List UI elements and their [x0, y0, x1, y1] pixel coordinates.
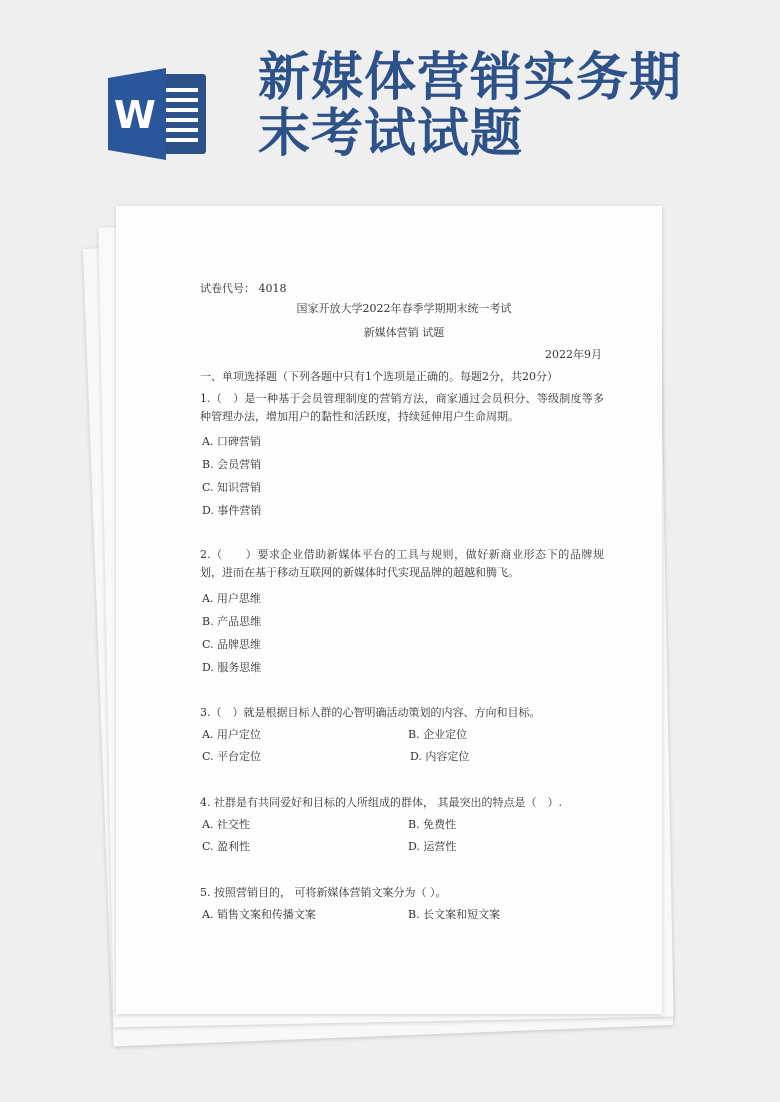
question-1-option-a: A. 口碑营销 — [202, 435, 261, 448]
question-2-option-c: C. 品牌思维 — [202, 638, 262, 651]
question-4-option-a: A. 社交性 — [202, 818, 250, 831]
question-3-option-b: B. 企业定位 — [408, 728, 468, 741]
exam-code: 试卷代号： 4018 — [200, 282, 287, 295]
question-3-option-d: D. 内容定位 — [410, 750, 470, 763]
question-1-option-c: C. 知识营销 — [202, 481, 262, 494]
question-3-option-c: C. 平台定位 — [202, 750, 262, 763]
question-4-option-c: C. 盈利性 — [202, 840, 251, 853]
section-heading: 一、单项选择题（下列各题中只有1个选项是正确的。每题2分，共20分） — [200, 370, 558, 383]
question-2: 2.（ ）要求企业借助新媒体平台的工具与规则，做好新商业形态下的品牌规划，进而在基于移动互联网的新媒体时代实现品牌的超越和腾飞。 — [200, 548, 604, 579]
word-document-icon — [108, 68, 208, 160]
question-1: 1.（ ）是一种基于会员管理制度的营销方法，商家通过会员积分、等级制度等多种管理办法，增加用户的黏性和活跃度，持续延伸用户生命周期。 — [200, 392, 604, 423]
exam-subject: 新媒体营销 试题 — [363, 326, 445, 339]
word-logo-letter: W — [114, 93, 156, 137]
question-2-option-d: D. 服务思维 — [202, 661, 262, 674]
question-5-option-a: A. 销售文案和传播文案 — [202, 908, 316, 921]
question-3-option-a: A. 用户定位 — [202, 728, 261, 741]
question-5: 5. 按照营销目的， 可将新媒体营销文案分为（ ）。 — [200, 886, 447, 899]
question-4-option-d: D. 运营性 — [408, 840, 457, 853]
question-3: 3.（ ）就是根据目标人群的心智明确活动策划的内容、方向和目标。 — [200, 706, 541, 719]
exam-title: 国家开放大学2022年春季学期期末统一考试 — [296, 302, 512, 315]
page-title-line-1: 新媒体营销实务期 — [258, 48, 683, 108]
exam-date: 2022年9月 — [545, 348, 602, 361]
question-2-option-a: A. 用户思维 — [202, 592, 261, 605]
question-5-option-b: B. 长文案和短文案 — [408, 908, 501, 921]
question-4-option-b: B. 免费性 — [408, 818, 457, 831]
page-title-line-2: 末考试试题 — [258, 104, 524, 164]
question-4: 4. 社群是有共同爱好和目标的人所组成的群体， 其最突出的特点是（ ）. — [200, 796, 562, 809]
question-1-option-d: D. 事件营销 — [202, 504, 262, 517]
question-2-option-b: B. 产品思维 — [202, 615, 262, 628]
page-title — [258, 50, 758, 162]
question-1-option-b: B. 会员营销 — [202, 458, 262, 471]
